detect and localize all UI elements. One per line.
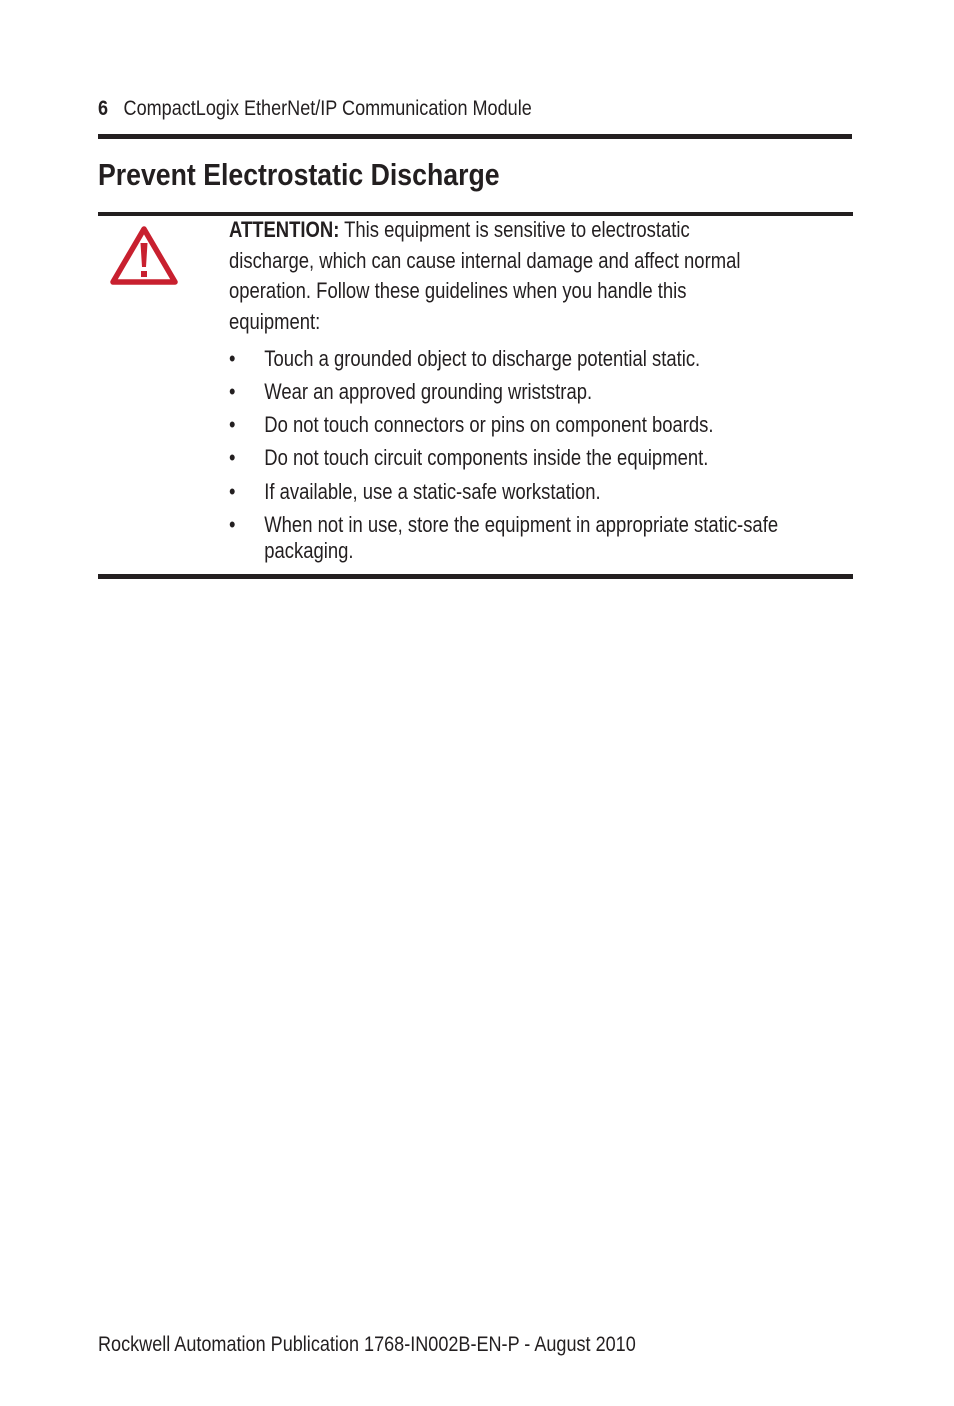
guideline-text: Touch a grounded object to discharge potential static. bbox=[264, 346, 701, 371]
bullet: • bbox=[229, 412, 236, 437]
guideline-text: Wear an approved grounding wriststrap. bbox=[264, 379, 593, 404]
bullet: • bbox=[229, 346, 236, 371]
bullet: • bbox=[229, 479, 236, 504]
attention-box-bottom-rule bbox=[98, 574, 853, 579]
guideline-text: packaging. bbox=[264, 538, 354, 563]
guideline-text: Do not touch circuit components inside the equipment. bbox=[264, 445, 709, 470]
attention-text-line-1: This equipment is sensitive to electrostatic bbox=[344, 217, 690, 242]
header-rule bbox=[98, 134, 852, 139]
bullet: • bbox=[229, 379, 236, 404]
attention-text-line-2: discharge, which can cause internal damage and affect normal bbox=[229, 247, 741, 273]
attention-text-line-4: equipment: bbox=[229, 309, 321, 335]
guideline-text: When not in use, store the equipment in appropriate static-safe bbox=[264, 512, 779, 537]
guideline-text: If available, use a static-safe workstation. bbox=[264, 479, 601, 504]
warning-triangle-icon bbox=[109, 224, 179, 287]
page-header bbox=[98, 95, 746, 123]
attention-label: ATTENTION: bbox=[229, 217, 340, 242]
page-footer: Rockwell Automation Publication 1768-IN002B-EN-P - August 2010 bbox=[98, 1333, 636, 1356]
attention-paragraph bbox=[229, 215, 803, 338]
page-number: 6 bbox=[98, 97, 109, 120]
attention-text-line-3: operation. Follow these guidelines when you handle this bbox=[229, 278, 687, 304]
section-title: Prevent Electrostatic Discharge bbox=[98, 157, 500, 192]
bullet: • bbox=[229, 512, 236, 537]
guideline-text: Do not touch connectors or pins on component boards. bbox=[264, 412, 714, 437]
running-title: CompactLogix EtherNet/IP Communication Module bbox=[123, 97, 532, 120]
bullet: • bbox=[229, 445, 236, 470]
